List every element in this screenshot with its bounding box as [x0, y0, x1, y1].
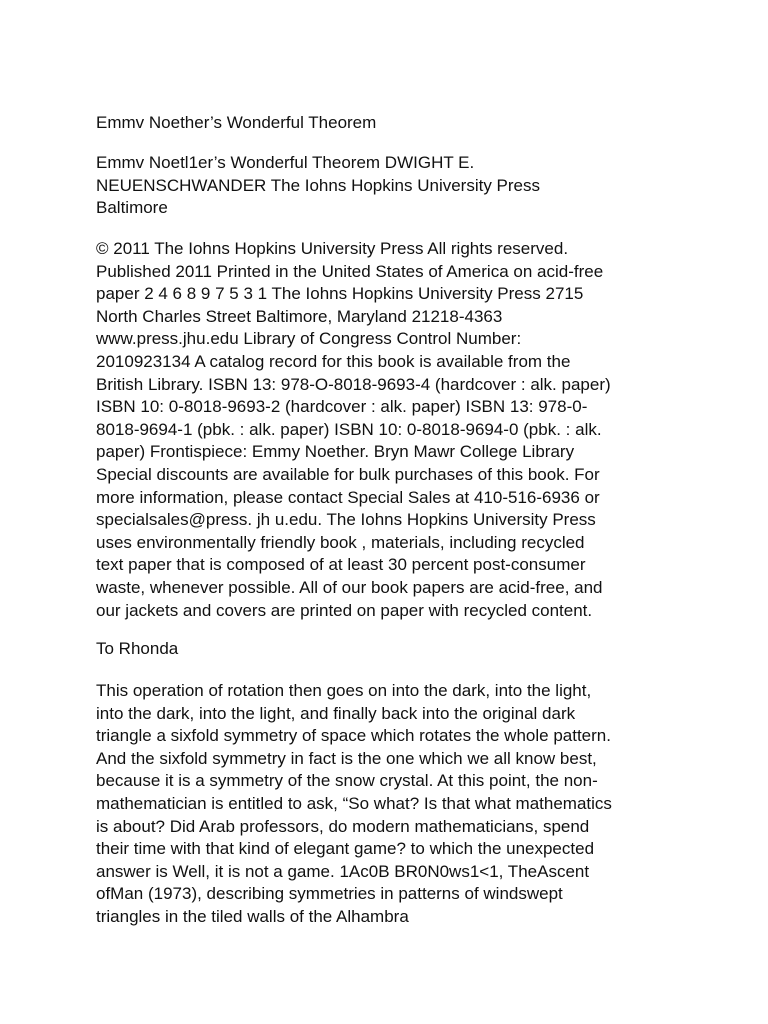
title-page-text: Emmv Noetl1er’s Wonderful Theorem DWIGHT E. NEUENSCHWANDER The Iohns Hopkins University Press Baltimore: [96, 153, 541, 218]
document-page: [96, 0, 682, 1024]
dedication: To Rhonda: [96, 639, 179, 658]
epigraph-paragraph: This operation of rotation then goes on into the dark, into the light, into the dark, into the light, and finally back into the original dark triangle a sixfold symmetry of space which rotates the whole pattern. And the sixfold symmetry in fact is the one which we all know best, because it is a symmetry of the snow crystal. At this point, the non- mathematician is entitled to ask, “So what? Is that what mathematics is about? Did Arab professors, do modern mathematicians, spend their time with that kind of elegant game? to which the unexpected answer is Well, it is not a game. 1Ac0B BR0N0ws1<1, TheAscent ofMan (1973), describing symmetries in patterns of windswept triangles in the tiled walls of the Alhambra: [96, 681, 612, 926]
document-title: Emmv Noether’s Wonderful Theorem: [96, 113, 377, 132]
copyright-paragraph: © 2011 The Iohns Hopkins University Press All rights reserved. Published 2011 Printed in the United States of America on acid-free paper 2 4 6 8 9 7 5 3 1 The Iohns Hopkins University Press 2715 North Charles Street Baltimore, Maryland 21218-4363 www.press.jhu.edu Library of Congress Control Number: 2010923134 A catalog record for this book is available from the British Library. ISBN 13: 978-O-8018-9693-4 (hardcover : alk. paper) ISBN 10: 0-8018-9693-2 (hardcover : alk. paper) ISBN 13: 978-0- 8018-9694-1 (pbk. : alk. paper) ISBN 10: 0-8018-9694-0 (pbk. : alk. paper) Frontispiece: Emmy Noether. Bryn Mawr College Library Special discounts are available for bulk purchases of this book. For more information, please contact Special Sales at 410-516-6936 or specialsales@press. jh u.edu. The Iohns Hopkins University Press uses environmentally friendly book , materials, including recycled text paper that is composed of at least 30 percent post-consumer waste, whenever possible. All of our book papers are acid-free, and our jackets and covers are printed on paper with recycled content.: [96, 239, 611, 620]
